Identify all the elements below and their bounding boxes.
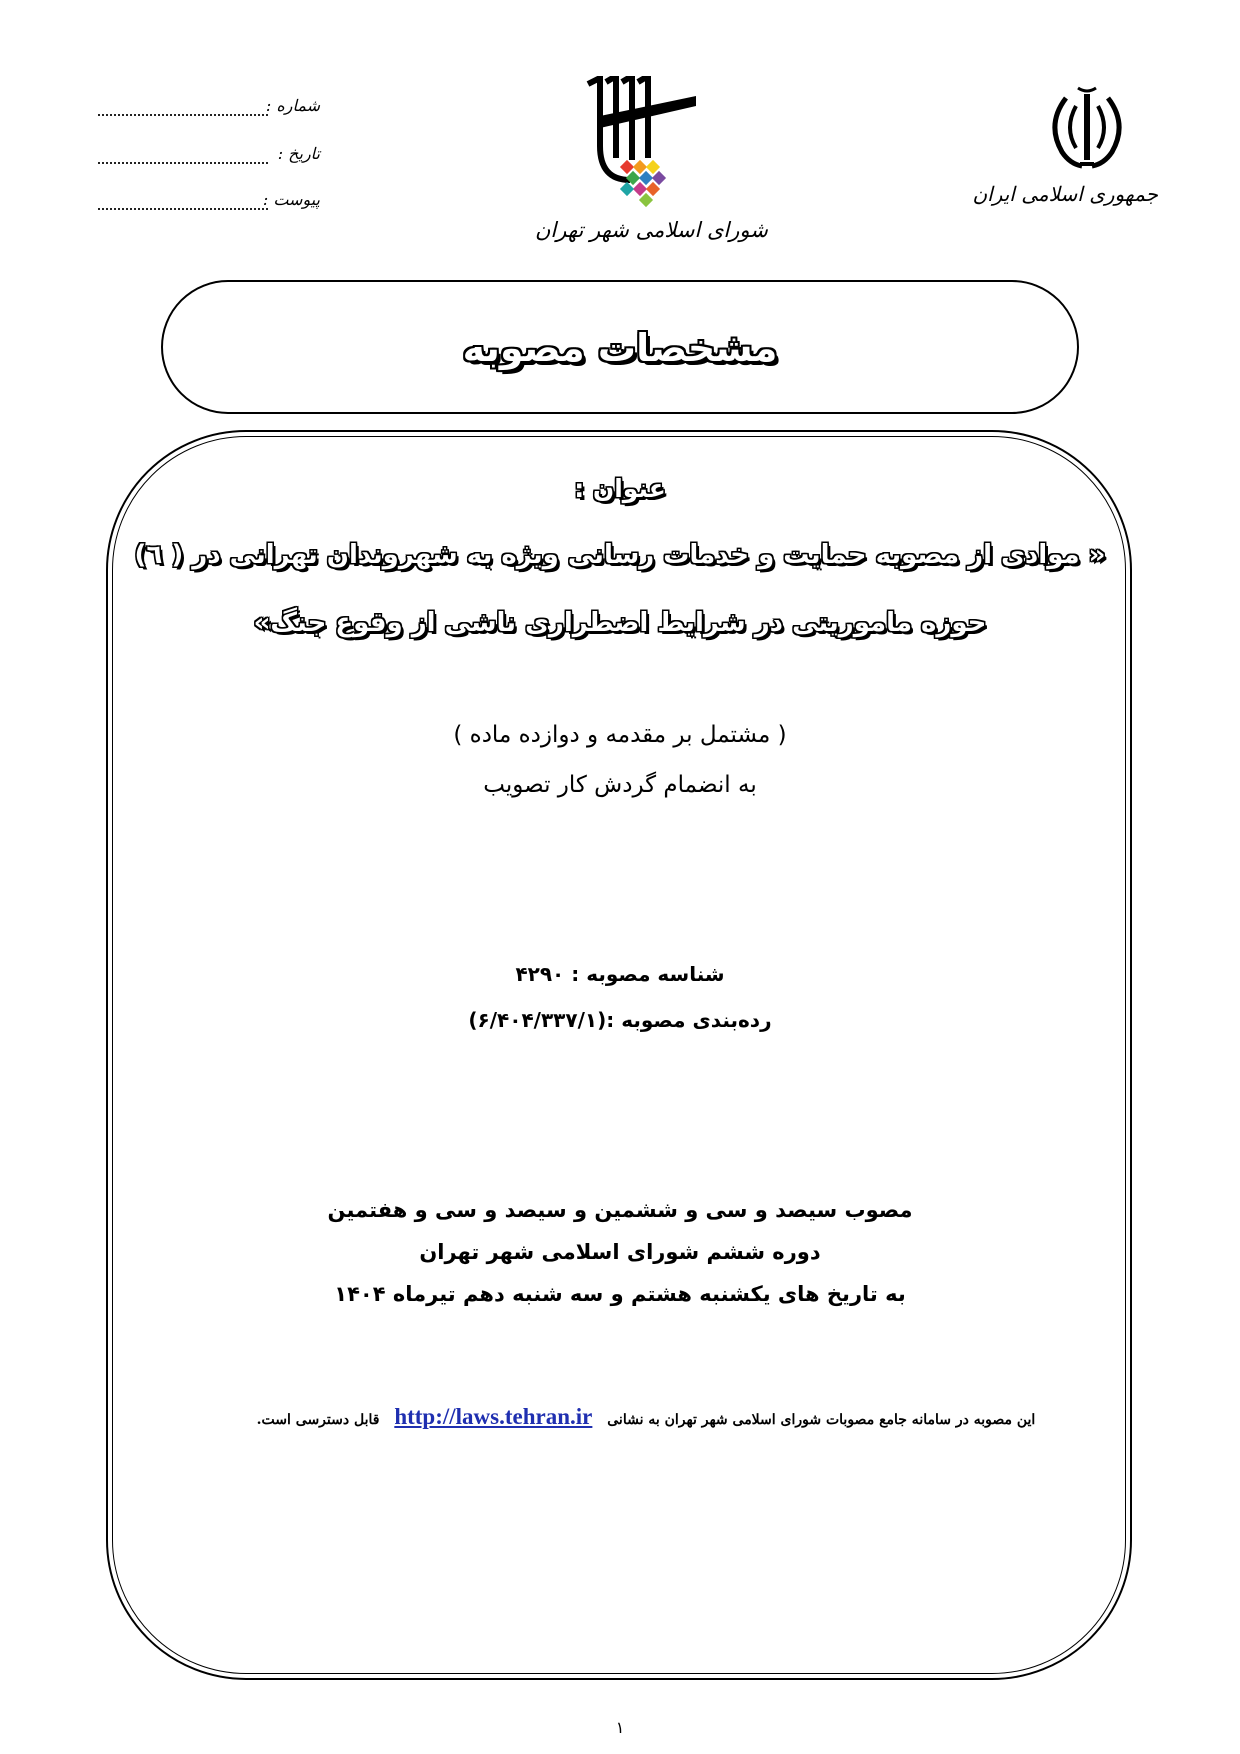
council-logo-mark [578,76,702,216]
logo-square [620,182,634,196]
access-note [216,1404,1076,1430]
page-number: ١ [615,1718,625,1737]
date-dotted-line [98,162,268,164]
attachment-field [98,190,320,216]
attachment-dotted-line [98,208,268,210]
subtitle-line-1: ( مشتمل بر مقدمه و دوازده ماده ) [453,722,787,748]
date-field [98,144,320,170]
date-label: تاریخ : [277,144,320,163]
logo-square [633,182,647,196]
logo-square [639,171,653,185]
logo-square [646,160,660,174]
approval-term: دوره ششم شورای اسلامی شهر تهران [419,1240,821,1264]
title-line-1: « موادی از مصوبه حمایت و خدمات رسانی ویژه به شهروندان تهرانی در ( ٦) [134,540,1106,570]
number-label: شماره : [265,96,320,115]
subtitle-line-2: به انضمام گردش کار تصویب [483,772,757,798]
logo-square [633,160,647,174]
approval-classification: رده‌بندی مصوبه :(۶/۴۰۴/۳۳۷/۱) [468,1008,772,1032]
logo-square [620,160,634,174]
access-note-prefix: این مصوبه در سامانه جامع مصوبات شورای اسلامی شهر تهران به نشانی [607,1412,1036,1428]
emblem-caption: جمهوری اسلامی ایران [972,182,1158,206]
iran-emblem [1042,84,1132,172]
approval-session: مصوب سیصد و سی و ششمین و سیصد و سی و هفتمین [327,1198,913,1222]
council-logo [578,76,702,216]
laws-link[interactable]: http://laws.tehran.ir [394,1404,593,1429]
iran-emblem-icon [1042,84,1132,172]
title-label: عنوان : [574,474,666,503]
approval-date: به تاریخ های یکشنبه هشتم و سه شنبه دهم تیرماه ۱۴۰۴ [334,1282,906,1306]
title-line-2: حوزه ماموریتی در شرایط اضطراری ناشی از وقوع جنگ» [253,608,987,638]
approval-id: شناسه مصوبه : ۴۲۹۰ [515,962,725,986]
access-note-suffix: قابل دسترسی است. [256,1412,380,1428]
attachment-label: پیوست : [262,190,320,209]
council-caption: شورای اسلامی شهر تهران [535,218,768,242]
logo-square [652,171,666,185]
logo-square [639,193,653,207]
logo-square [646,182,660,196]
number-dotted-line [98,114,268,116]
page-title: مشخصات مصوبه [462,326,778,370]
number-field [98,96,320,122]
